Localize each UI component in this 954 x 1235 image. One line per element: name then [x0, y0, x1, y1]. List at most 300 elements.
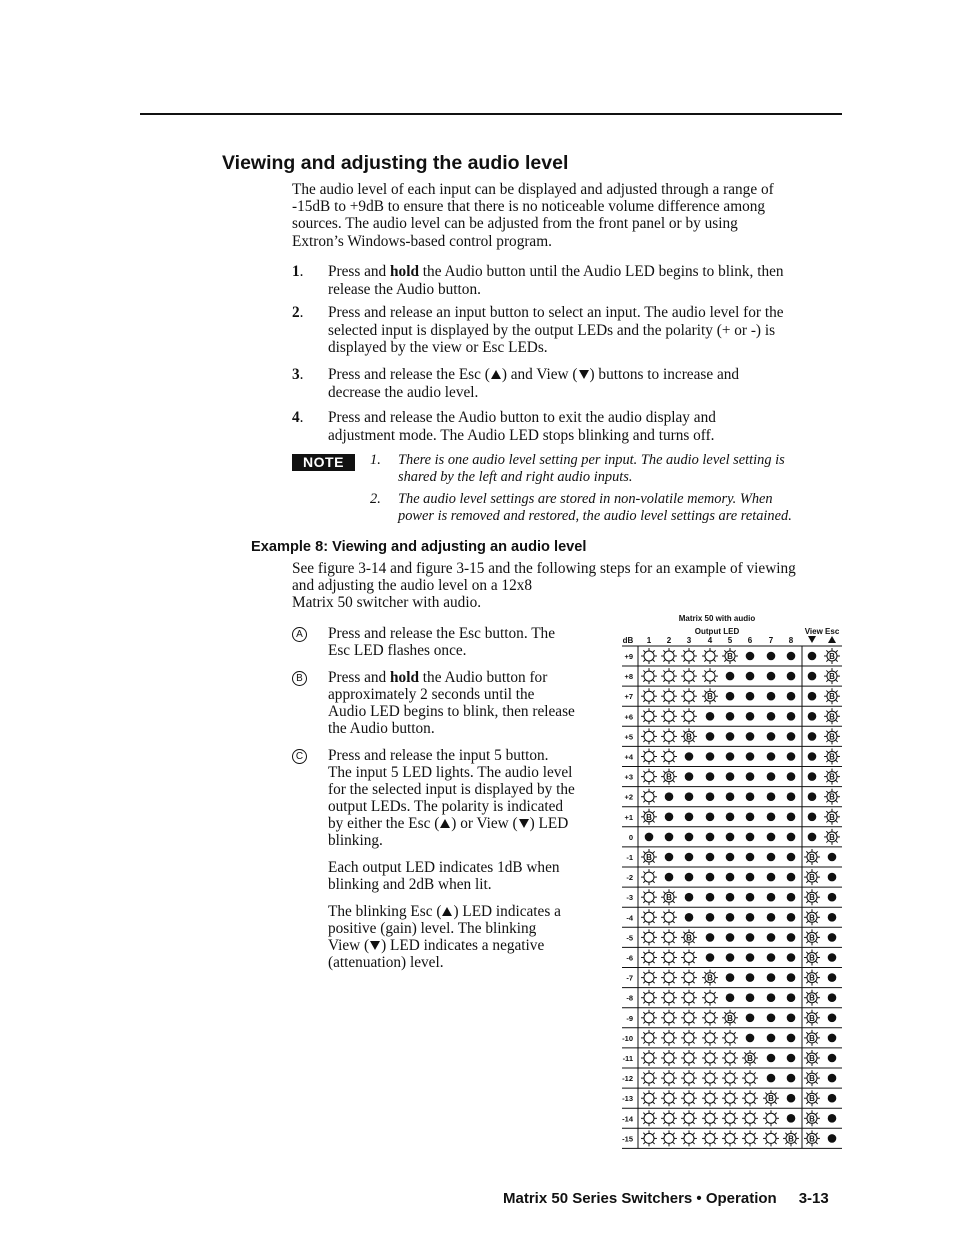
triangle-down-icon [370, 941, 380, 950]
led-lit [665, 792, 674, 801]
step-text [328, 409, 842, 444]
blink-label: B [666, 893, 672, 903]
step-line [328, 322, 842, 340]
bold-text: hold [390, 263, 419, 280]
led-lit [706, 893, 715, 902]
led-lit [746, 752, 755, 761]
led-lit [787, 1014, 796, 1023]
led-lit [787, 993, 796, 1002]
triangle-up-icon [442, 907, 452, 916]
step-text [328, 304, 842, 357]
led-lit [787, 692, 796, 701]
led-lit [767, 933, 776, 942]
led-lit [767, 1034, 776, 1043]
led-lit [706, 913, 715, 922]
led-lit [808, 792, 817, 801]
example-intro-line: See figure 3-14 and figure 3-15 and the following steps for an example of viewing [292, 560, 796, 577]
example-step-text [328, 747, 603, 971]
example-line [328, 876, 603, 893]
led-lit [767, 672, 776, 681]
led-lit [746, 672, 755, 681]
led-blinking-icon [641, 789, 657, 805]
blink-label: B [829, 652, 835, 661]
led-blinking-icon [681, 1090, 697, 1106]
led-blinking-icon [661, 1130, 677, 1146]
note-line: There is one audio level setting per input. The audio level setting is [398, 452, 785, 468]
example-paragraph [328, 859, 603, 893]
led-lit [787, 1054, 796, 1063]
blink-label: B [829, 812, 835, 822]
text-run: blinking. [328, 832, 383, 849]
led-lit [828, 853, 837, 862]
led-blinking-icon [742, 1130, 758, 1146]
db-row-label: -1 [626, 853, 633, 862]
led-lit [767, 993, 776, 1002]
text-run: Press and release the Esc ( [328, 366, 490, 383]
db-row-label: +8 [624, 672, 633, 682]
example-line [328, 815, 603, 832]
led-lit [665, 833, 674, 842]
example-line [328, 832, 603, 849]
db-row-label: +2 [624, 792, 633, 802]
led-lit [726, 853, 735, 862]
led-blinking-icon [702, 1030, 718, 1046]
led-blinking-icon [742, 1090, 758, 1106]
led-blinking-icon [763, 1130, 779, 1146]
db-row-label: +3 [624, 772, 633, 782]
example-line [328, 703, 603, 720]
view-down-arrow-icon [808, 636, 816, 643]
led-lit [767, 1014, 776, 1023]
led-lit [685, 893, 694, 902]
blink-label: B [646, 812, 652, 822]
note-text [398, 491, 828, 525]
led-lit [767, 652, 776, 661]
text-run: Press and release the Esc button. The [328, 625, 555, 642]
led-lit [726, 893, 735, 902]
led-blinking-icon [641, 1130, 657, 1146]
db-row-label: -11 [622, 1054, 633, 1063]
db-row-label: -6 [626, 953, 633, 963]
text-run: The input 5 LED lights. The audio level [328, 764, 573, 781]
led-lit [665, 853, 674, 862]
example-line [328, 625, 603, 642]
db-row-label: +1 [624, 812, 633, 822]
step-text [328, 263, 842, 298]
audio-level-figure [614, 610, 846, 1155]
led-blinking-icon [702, 1010, 718, 1026]
example-intro-line: Matrix 50 switcher with audio. [292, 594, 482, 612]
led-blinking-icon [722, 1090, 738, 1106]
blink-label: B [809, 853, 815, 862]
led-lit [726, 672, 735, 681]
blink-label: B [829, 752, 835, 762]
led-blinking-icon [641, 990, 657, 1006]
note-number: 1. [370, 452, 381, 468]
led-blinking-icon [661, 708, 677, 724]
example-line [328, 903, 603, 920]
led-lit [767, 752, 776, 761]
blink-label: B [646, 853, 652, 862]
column-label: 8 [788, 636, 794, 645]
led-lit [808, 833, 817, 842]
led-blinking-icon [641, 688, 657, 704]
step-letter-badge: A [292, 627, 307, 642]
db-row-label: -9 [626, 1013, 633, 1023]
led-blinking-icon [641, 889, 657, 905]
led-lit [726, 833, 735, 842]
text-run: approximately 2 seconds until the [328, 686, 535, 703]
led-lit [706, 813, 715, 822]
db-row-label: -2 [626, 873, 633, 883]
led-lit [787, 752, 796, 761]
led-blinking-icon [681, 688, 697, 704]
led-lit [828, 1034, 837, 1043]
text-run: by either the Esc ( [328, 815, 440, 832]
led-lit [746, 933, 755, 942]
led-lit [685, 813, 694, 822]
example-paragraph [328, 625, 603, 659]
text-run: output LEDs. The polarity is indicated [328, 798, 564, 815]
led-lit [787, 953, 796, 962]
bold-text: hold [390, 669, 419, 686]
led-lit [767, 1054, 776, 1063]
led-blinking-icon [661, 749, 677, 765]
led-lit [787, 652, 796, 661]
led-lit [767, 1074, 776, 1083]
led-lit [767, 953, 776, 962]
db-row-label: -12 [622, 1074, 633, 1084]
led-blinking-icon [681, 648, 697, 664]
example-line [328, 920, 603, 937]
led-lit [726, 873, 735, 882]
text-run: Press and [328, 669, 391, 686]
led-lit [787, 1034, 796, 1043]
example-intro-line: and adjusting the audio level on a 12x8 [292, 577, 533, 595]
blink-label: B [686, 933, 692, 943]
db-row-label: +7 [624, 692, 633, 702]
figure-title: Matrix 50 with audio [678, 614, 756, 623]
led-lit [706, 933, 715, 942]
db-row-label: -14 [622, 1114, 633, 1124]
led-lit [787, 913, 796, 922]
led-lit [685, 853, 694, 862]
text-run: Press and release the Audio button to exit the audio display and [328, 409, 716, 426]
blink-label: B [727, 1013, 733, 1023]
step-line [328, 427, 842, 445]
led-blinking-icon [661, 1050, 677, 1066]
text-run: ) LED indicates a negative [381, 937, 545, 954]
text-run: selected input is displayed by the output LEDs and the polarity (+ or -) is [328, 321, 776, 339]
db-row-label: -7 [626, 973, 633, 983]
led-blinking-icon [681, 1070, 697, 1086]
section-title: Viewing and adjusting the audio level [222, 152, 569, 174]
led-lit [828, 973, 837, 982]
led-blinking-icon [702, 1110, 718, 1126]
example-paragraph [328, 669, 603, 737]
led-blinking-icon [722, 1130, 738, 1146]
led-lit [767, 853, 776, 862]
led-lit [787, 792, 796, 801]
led-lit [726, 772, 735, 781]
led-blinking-icon [702, 1090, 718, 1106]
example-line [328, 720, 603, 737]
led-blinking-icon [702, 990, 718, 1006]
blink-label: B [788, 1134, 794, 1144]
led-lit [726, 813, 735, 822]
led-lit [787, 813, 796, 822]
led-blinking-icon [681, 1010, 697, 1026]
example-line [328, 954, 603, 971]
led-blinking-icon [661, 970, 677, 986]
text-run: Press and [328, 263, 391, 280]
led-lit [767, 973, 776, 982]
note-text [398, 452, 828, 486]
blink-label: B [829, 672, 835, 682]
example-line [328, 859, 603, 876]
triangle-down-icon [579, 370, 589, 379]
led-lit [767, 813, 776, 822]
blink-label: B [666, 772, 672, 782]
blink-label: B [829, 832, 835, 842]
blink-label: B [809, 1013, 815, 1023]
blink-label: B [829, 692, 835, 702]
triangle-up-icon [491, 370, 501, 379]
example-paragraph [328, 747, 603, 849]
led-blinking-icon [641, 1050, 657, 1066]
led-blinking-icon [641, 1110, 657, 1126]
led-blinking-icon [641, 950, 657, 966]
example-line [328, 798, 603, 815]
led-blinking-icon [661, 1030, 677, 1046]
led-lit [787, 893, 796, 902]
led-lit [706, 833, 715, 842]
db-row-label: -10 [622, 1033, 633, 1043]
led-blinking-icon [641, 909, 657, 925]
step-text [328, 366, 842, 401]
led-lit [808, 813, 817, 822]
led-blinking-icon [702, 1070, 718, 1086]
led-lit [808, 732, 817, 741]
led-lit [767, 893, 776, 902]
text-run: Press and release the input 5 button. [328, 747, 549, 764]
triangle-down-icon [519, 819, 529, 828]
led-blinking-icon [661, 1090, 677, 1106]
db-row-label: -3 [626, 893, 633, 903]
step-line [328, 281, 842, 299]
text-run: Each output LED indicates 1dB when [328, 859, 560, 876]
db-row-label: -4 [626, 913, 633, 923]
led-lit [706, 853, 715, 862]
led-lit [767, 873, 776, 882]
led-lit [808, 712, 817, 721]
led-lit [746, 953, 755, 962]
db-row-label: +5 [624, 732, 633, 742]
led-blinking-icon [641, 728, 657, 744]
text-run: ) LED [529, 815, 569, 832]
led-blinking-icon [641, 708, 657, 724]
example-intro [292, 560, 842, 612]
led-lit [746, 813, 755, 822]
column-label: 2 [666, 636, 672, 645]
led-lit [828, 873, 837, 882]
led-lit [746, 792, 755, 801]
blink-label: B [686, 732, 692, 742]
led-lit [746, 1014, 755, 1023]
led-lit [828, 993, 837, 1002]
intro-line: -15dB to +9dB to ensure that there is no noticeable volume difference among [292, 198, 766, 216]
led-lit [746, 712, 755, 721]
text-run: The blinking Esc ( [328, 903, 442, 920]
led-blinking-icon [661, 668, 677, 684]
step-line [328, 263, 842, 281]
led-lit [746, 1034, 755, 1043]
led-lit [726, 933, 735, 942]
step-number: 3. [292, 366, 304, 383]
led-blinking-icon [661, 648, 677, 664]
note-line: power is removed and restored, the audio level settings are retained. [398, 508, 792, 525]
blink-label: B [809, 1074, 815, 1084]
blink-label: B [727, 652, 733, 661]
led-blinking-icon [661, 990, 677, 1006]
example-paragraph [328, 903, 603, 971]
text-run: ) LED indicates a [453, 903, 561, 920]
text-run: ) and View ( [501, 366, 578, 383]
led-blinking-icon [722, 1070, 738, 1086]
led-lit [828, 933, 837, 942]
led-lit [828, 953, 837, 962]
blink-label: B [829, 772, 835, 782]
intro-paragraph [292, 181, 842, 250]
example-line [328, 669, 603, 686]
example-line [328, 781, 603, 798]
led-lit [828, 1054, 837, 1063]
step-number: 2. [292, 304, 304, 321]
led-lit [685, 772, 694, 781]
led-blinking-icon [641, 929, 657, 945]
led-lit [787, 772, 796, 781]
led-lit [706, 732, 715, 741]
triangle-up-icon [440, 819, 450, 828]
column-label: 1 [646, 636, 652, 645]
text-run: Audio LED begins to blink, then release [328, 703, 575, 720]
step-number-value: 2 [292, 304, 300, 321]
led-lit [808, 652, 817, 661]
led-lit [685, 833, 694, 842]
blink-label: B [809, 1054, 815, 1063]
led-blinking-icon [641, 1030, 657, 1046]
blink-label: B [809, 1094, 815, 1104]
led-blinking-icon [641, 1010, 657, 1026]
led-lit [665, 873, 674, 882]
led-lit [746, 853, 755, 862]
db-row-label: -13 [622, 1094, 633, 1104]
led-lit [787, 933, 796, 942]
step-number-value: 1 [292, 263, 300, 280]
led-lit [787, 1094, 796, 1103]
blink-label: B [809, 993, 815, 1003]
led-lit [726, 953, 735, 962]
text-run: Press and release an input button to select an input. The audio level for the [328, 304, 784, 321]
blink-label: B [707, 973, 713, 983]
led-lit [706, 873, 715, 882]
led-blinking-icon [641, 1090, 657, 1106]
led-lit [706, 772, 715, 781]
led-blinking-icon [641, 1070, 657, 1086]
led-lit [828, 1094, 837, 1103]
column-label: 6 [747, 636, 753, 645]
led-lit [828, 1134, 837, 1143]
column-label: 5 [727, 636, 733, 645]
intro-line: The audio level of each input can be displayed and adjusted through a range of [292, 181, 774, 198]
db-row-label: +9 [624, 652, 633, 661]
led-lit [706, 953, 715, 962]
led-lit [787, 973, 796, 982]
led-lit [767, 772, 776, 781]
blink-label: B [809, 873, 815, 883]
example-line [328, 937, 603, 954]
footer-text: Matrix 50 Series Switchers • Operation [503, 1190, 777, 1207]
step-number: 1. [292, 263, 304, 280]
example-title: Example 8: Viewing and adjusting an audio level [251, 539, 587, 555]
step-line [328, 339, 842, 357]
text-run: release the Audio button. [328, 280, 481, 298]
led-lit [685, 873, 694, 882]
intro-line: sources. The audio level can be adjusted from the front panel or by using [292, 215, 738, 233]
led-lit [645, 833, 654, 842]
led-lit [726, 973, 735, 982]
intro-line: Extron’s Windows-based control program. [292, 232, 552, 250]
step-line [328, 409, 842, 427]
blink-label: B [809, 1033, 815, 1043]
step-line [328, 304, 842, 322]
led-lit [706, 712, 715, 721]
blink-label: B [809, 933, 815, 943]
db-row-label: -15 [622, 1134, 633, 1144]
led-lit [726, 712, 735, 721]
text-run: Esc LED flashes once. [328, 642, 467, 659]
text-run: the Audio button for [418, 669, 548, 686]
led-lit [706, 792, 715, 801]
led-blinking-icon [641, 749, 657, 765]
led-lit [787, 672, 796, 681]
output-led-label: Output LED [694, 627, 740, 636]
blink-label: B [809, 893, 815, 903]
column-label: 3 [686, 636, 692, 645]
text-run: displayed by the view or Esc LEDs. [328, 339, 548, 357]
led-blinking-icon [763, 1110, 779, 1126]
led-lit [787, 873, 796, 882]
text-run: decrease the audio level. [328, 383, 479, 401]
view-esc-label: View Esc [804, 627, 840, 636]
led-blinking-icon [641, 869, 657, 885]
led-lit [746, 692, 755, 701]
led-lit [746, 833, 755, 842]
text-run: blinking and 2dB when lit. [328, 876, 492, 893]
note-line: The audio level settings are stored in non-volatile memory. When [398, 491, 773, 507]
example-line [328, 642, 603, 659]
led-blinking-icon [681, 990, 697, 1006]
blink-label: B [707, 692, 713, 702]
step-letter-badge: B [292, 671, 307, 686]
column-label: 4 [707, 636, 713, 645]
text-run: ) buttons to increase and [589, 366, 740, 383]
example-line [328, 764, 603, 781]
example-line [328, 747, 603, 764]
led-lit [726, 913, 735, 922]
step-number: 4. [292, 409, 304, 426]
led-lit [767, 792, 776, 801]
